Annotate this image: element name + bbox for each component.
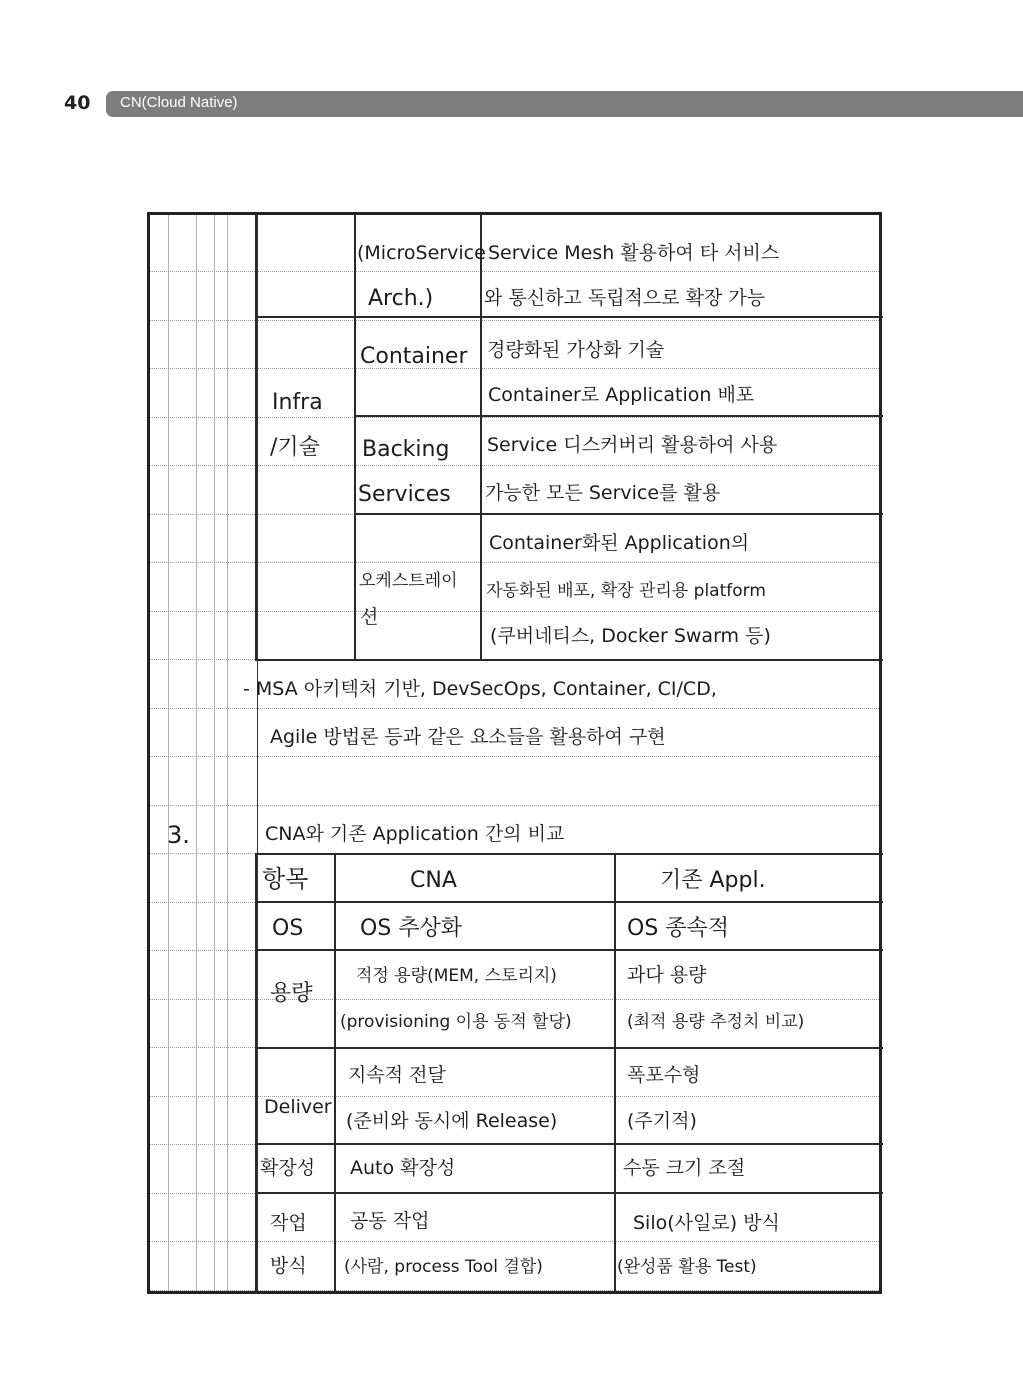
section-title: CNA와 기존 Application 간의 비교: [265, 823, 565, 845]
infra-desc: Service 디스커버리 활용하여 사용: [487, 434, 778, 456]
comparison-item: 작업: [270, 1212, 307, 1234]
comparison-legacy: 폭포수형: [627, 1064, 701, 1086]
infra-desc: Container로 Application 배포: [488, 384, 755, 406]
infra-desc: 가능한 모든 Service를 활용: [485, 482, 721, 504]
table-line: [255, 316, 883, 318]
margin-line: [257, 215, 258, 1291]
margin-line: [227, 215, 228, 1291]
comparison-cna: (준비와 동시에 Release): [346, 1110, 558, 1132]
table-line: [255, 1047, 883, 1049]
comparison-cna: OS 추상화: [360, 916, 463, 941]
comparison-cna: (provisioning 이용 동적 할당): [340, 1012, 572, 1032]
comparison-item: 방식: [270, 1255, 307, 1277]
comparison-item: OS: [272, 916, 304, 941]
infra-category: Infra: [272, 390, 323, 415]
ruled-line: [150, 999, 879, 1000]
ruled-line: [150, 320, 879, 321]
infra-item: Backing: [362, 437, 450, 462]
book-title: CN(Cloud Native): [120, 94, 238, 111]
infra-desc: 와 통신하고 독립적으로 확장 가능: [484, 287, 766, 309]
comparison-header-legacy: 기존 Appl.: [660, 868, 766, 893]
infra-item: 션: [360, 606, 379, 628]
ruled-line: [150, 756, 879, 757]
comparison-item: Deliver: [264, 1096, 332, 1118]
infra-desc: 경량화된 가상화 기술: [487, 339, 665, 361]
infra-item: Container: [360, 344, 468, 369]
page-number: 40: [64, 92, 91, 114]
infra-desc: Service Mesh 활용하여 타 서비스: [488, 242, 780, 264]
margin-line: [196, 215, 197, 1291]
comparison-cna: 지속적 전달: [348, 1064, 446, 1086]
table-line: [255, 1143, 883, 1145]
ruled-line: [150, 465, 879, 466]
infra-item: (MicroService: [357, 242, 486, 264]
infra-desc: 자동화된 배포, 확장 관리용 platform: [486, 581, 766, 601]
comparison-legacy: 과다 용량: [627, 964, 707, 986]
comparison-legacy: 수동 크기 조절: [623, 1157, 746, 1179]
infra-category: /기술: [270, 435, 320, 460]
table-line: [334, 853, 336, 1293]
header-bar: [106, 91, 1023, 117]
comparison-legacy: (완성품 활용 Test): [617, 1257, 757, 1277]
table-line: [614, 853, 616, 1293]
table-line: [480, 214, 482, 661]
comparison-item: 용량: [270, 981, 313, 1006]
table-line: [255, 659, 883, 661]
comparison-legacy: OS 종속적: [627, 916, 730, 941]
ruled-line: [150, 805, 879, 806]
comparison-cna: Auto 확장성: [350, 1157, 456, 1179]
margin-line: [168, 215, 169, 1291]
comparison-cna: 적정 용량(MEM, 스토리지): [356, 966, 557, 986]
comparison-item: 확장성: [260, 1157, 316, 1179]
ruled-line: [150, 562, 879, 563]
margin-line: [214, 215, 215, 1291]
ruled-line: [150, 417, 879, 418]
table-line: [255, 853, 257, 1293]
table-line: [255, 1192, 883, 1194]
comparison-cna: 공동 작업: [350, 1210, 430, 1232]
infra-item: 오케스트레이: [359, 571, 458, 591]
infra-item: Services: [358, 482, 451, 507]
comparison-cna: (사람, process Tool 결합): [344, 1257, 543, 1277]
comparison-legacy: (주기적): [627, 1110, 697, 1132]
ruled-line: [150, 708, 879, 709]
ruled-line: [150, 1096, 879, 1097]
table-line: [354, 214, 356, 661]
infra-desc: Container화된 Application의: [489, 532, 750, 554]
ruled-line: [150, 611, 879, 612]
ruled-line: [150, 271, 879, 272]
comparison-legacy: Silo(사일로) 방식: [633, 1212, 780, 1234]
infra-item: Arch.): [368, 286, 434, 311]
ruled-line: [150, 1241, 879, 1242]
table-line: [255, 853, 883, 855]
comparison-header-cna: CNA: [410, 868, 457, 893]
infra-desc: (쿠버네티스, Docker Swarm 등): [490, 625, 771, 647]
table-line: [355, 415, 883, 417]
table-line: [355, 513, 883, 515]
ruled-line: [150, 1290, 879, 1291]
table-line: [255, 949, 883, 951]
summary-line: - MSA 아키텍처 기반, DevSecOps, Container, CI/CD,: [243, 678, 717, 700]
summary-line: Agile 방법론 등과 같은 요소들을 활용하여 구현: [270, 726, 666, 748]
comparison-header-item: 항목: [262, 865, 309, 893]
comparison-legacy: (최적 용량 추정치 비교): [627, 1012, 805, 1032]
table-line: [255, 901, 883, 903]
ruled-line: [150, 368, 879, 369]
section-number: 3.: [167, 821, 190, 849]
table-line: [255, 214, 257, 661]
